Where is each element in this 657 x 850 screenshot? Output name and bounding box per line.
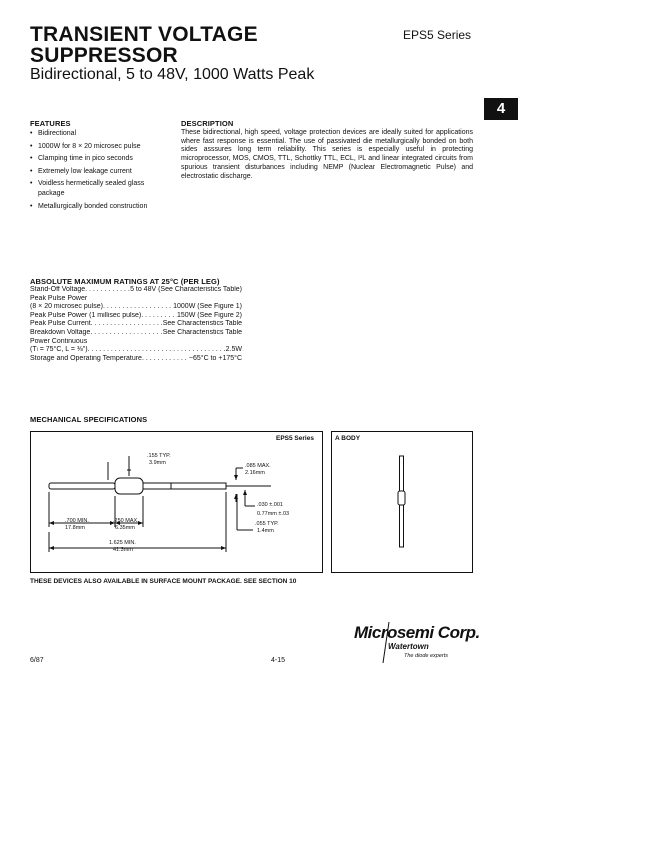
rating-row bbox=[30, 312, 242, 321]
rating-row bbox=[30, 338, 242, 347]
dim-body-max-in: .250 MAX. bbox=[113, 518, 139, 524]
document-date: 6/87 bbox=[30, 657, 44, 664]
dim-body-dia-in: .155 TYP. bbox=[147, 453, 171, 459]
features-list bbox=[30, 129, 170, 214]
feature-item: • Bidirectional bbox=[30, 129, 170, 139]
rating-label: (Tₗ = 75°C, L = ⅜") bbox=[30, 346, 88, 354]
rating-row bbox=[30, 346, 242, 355]
dim-lead-len-mm: 2.16mm bbox=[245, 470, 265, 476]
rating-value: 2.5W bbox=[225, 346, 242, 354]
right-lead-a bbox=[143, 483, 171, 489]
page-number: 4-15 bbox=[271, 657, 286, 664]
dim-body-dia-mm: 3.9mm bbox=[149, 460, 166, 466]
diode-body bbox=[115, 478, 143, 494]
rating-row bbox=[30, 355, 242, 364]
rating-label: Stand-Off Voltage bbox=[30, 286, 86, 293]
rating-value: 1000W (See Figure 1) bbox=[173, 303, 242, 311]
dim-wire-mm: 0.77mm ±.03 bbox=[257, 511, 290, 517]
feature-item: • Extremely low leakage current bbox=[30, 167, 170, 177]
dim-body-max-mm: 6.35mm bbox=[115, 525, 135, 531]
dim-slug-mm: 1.4mm bbox=[257, 528, 274, 534]
diagram-series-label: EPS5 Series bbox=[276, 435, 314, 442]
rating-label: Peak Pulse Power (1 millisec pulse) bbox=[30, 311, 142, 319]
rating-label: (8 × 20 microsec pulse) bbox=[30, 303, 103, 311]
feature-item: • 1000W for 8 × 20 microsec pulse bbox=[30, 142, 170, 152]
rating-label: Power Continuous bbox=[30, 337, 88, 345]
surface-mount-note: THESE DEVICES ALSO AVAILABLE IN SURFACE MOUNT PACKAGE. SEE SECTION 10 bbox=[30, 578, 297, 585]
a-body-outline-drawing bbox=[332, 432, 472, 572]
dim-lead-len-in: .085 MAX. bbox=[245, 463, 271, 469]
rating-value: See Characteristics Table bbox=[162, 320, 242, 328]
rating-value: 150W (See Figure 2) bbox=[177, 311, 242, 319]
page-title-line1: TRANSIENT VOLTAGE bbox=[30, 23, 258, 46]
mechanical-heading: MECHANICAL SPECIFICATIONS bbox=[30, 415, 148, 424]
dim-lead-min-mm: 17.8mm bbox=[65, 525, 85, 531]
dim-overall-in: 1.625 MIN. bbox=[109, 540, 136, 546]
dim-lead-min-in: .700 MIN. bbox=[65, 518, 89, 524]
company-logo: Microsemi Corp. bbox=[354, 623, 480, 642]
rating-value: −65°C to +175°C bbox=[188, 354, 242, 362]
dim-overall-mm: 41.3mm bbox=[113, 547, 133, 553]
dim-slug-in: .055 TYP. bbox=[255, 521, 279, 527]
rating-row bbox=[30, 320, 242, 329]
rating-label: Storage and Operating Temperature bbox=[30, 354, 142, 362]
ratings-table bbox=[30, 286, 242, 363]
a-body-bottom-lead bbox=[400, 505, 404, 547]
rating-value: 5 to 48V (See Characteristics Table) bbox=[130, 286, 242, 293]
feature-item: • Clamping time in pico seconds bbox=[30, 154, 170, 164]
dim-wire-in: .030 ±.001 bbox=[257, 502, 283, 508]
ratings-heading: ABSOLUTE MAXIMUM RATINGS AT 25°C (PER LEG) bbox=[30, 277, 220, 286]
right-lead-b bbox=[171, 483, 226, 489]
section-badge: 4 bbox=[484, 98, 518, 120]
rating-label: Peak Pulse Current bbox=[30, 320, 91, 328]
a-body-diode-body bbox=[398, 491, 405, 505]
rating-row bbox=[30, 295, 242, 304]
series-label: EPS5 Series bbox=[403, 28, 472, 42]
logo-tagline: The diode experts bbox=[404, 653, 449, 659]
rating-label: Peak Pulse Power bbox=[30, 294, 88, 302]
dimension-diagram bbox=[30, 431, 323, 573]
feature-item: • Metallurgically bonded construction bbox=[30, 202, 170, 212]
description-heading: DESCRIPTION bbox=[181, 119, 234, 128]
features-heading: FEATURES bbox=[30, 119, 71, 128]
rating-row bbox=[30, 286, 242, 295]
page-title-line2: SUPPRESSOR bbox=[30, 44, 178, 67]
a-body-label: A BODY bbox=[335, 435, 361, 442]
rating-value: See Characteristics Table bbox=[162, 328, 242, 336]
logo-city: Watertown bbox=[388, 642, 429, 651]
a-body-top-lead bbox=[400, 456, 404, 491]
left-lead bbox=[49, 483, 115, 489]
rating-row bbox=[30, 329, 242, 338]
rating-row bbox=[30, 303, 242, 312]
a-body-drawing-box bbox=[331, 431, 473, 573]
rating-label: Breakdown Voltage bbox=[30, 328, 91, 336]
page-subtitle: Bidirectional, 5 to 48V, 1000 Watts Peak bbox=[30, 66, 315, 83]
feature-item: • Voidless hermetically sealed glass package bbox=[30, 179, 170, 199]
description-text: These bidirectional, high speed, voltage protection devices are ideally suited for applications where fast response is essential. The use of passivated die metallurgically bonded on both sides asssures long term reliability. This series is especially useful in protecting microprocessor, MOS, CMOS, TTL, Schottky TTL, ECL, I²L and linear integrated circuits from spurious transient disturbances including NEMP (Nuclear Electromagnetic Pulse) and electrostatic discharge. bbox=[181, 129, 473, 180]
